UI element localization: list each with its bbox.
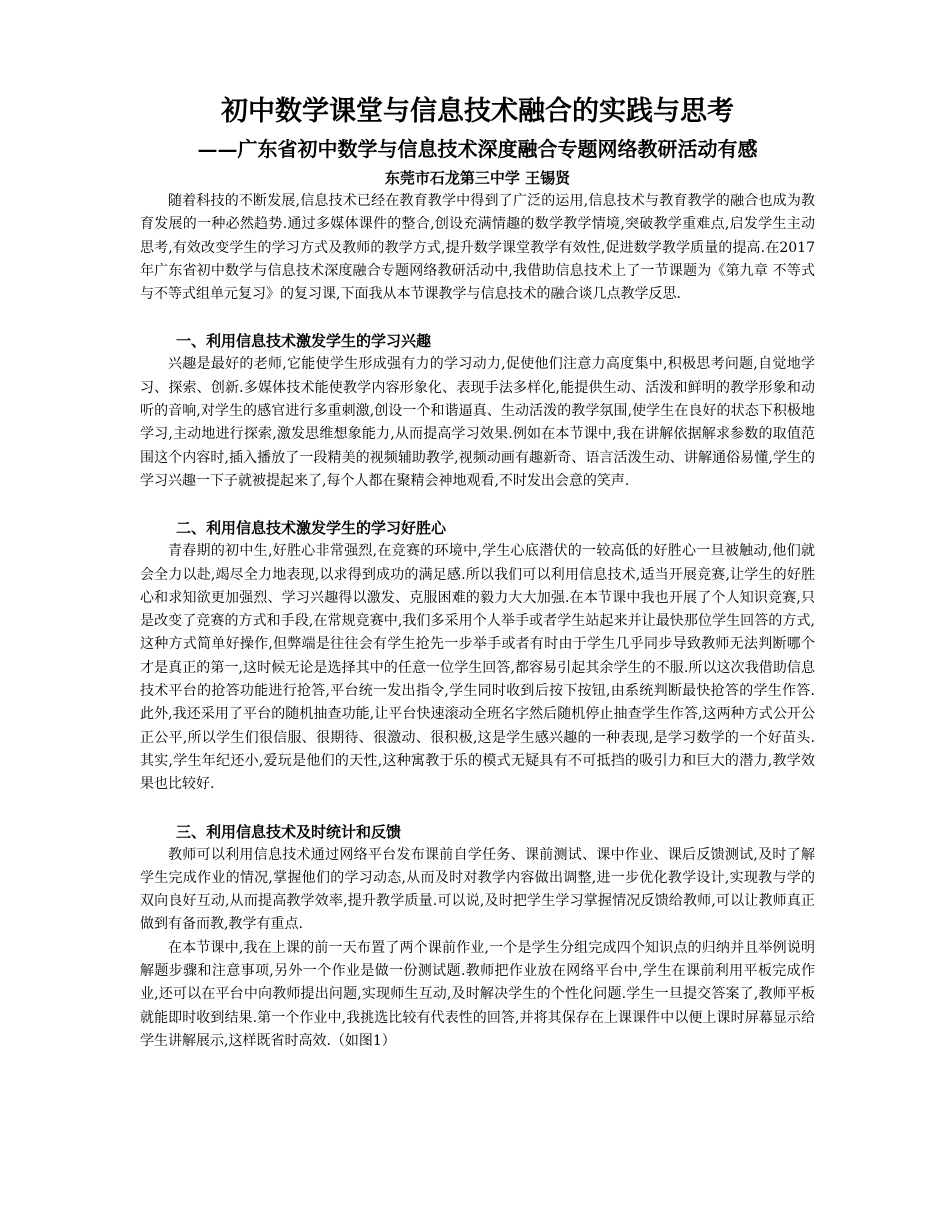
section-paragraph: 兴趣是最好的老师,它能使学生形成强有力的学习动力,促使他们注意力高度集中,积极思考问题,自觉地学习、探索、创新.多媒体技术能使教学内容形象化、表现手法多样化,能提供生动、活泼和鲜明的教学形象和动听的音响,对学生的感官进行多重刺激,创设一个和谐逼真、生动活泼的教学氛围,使学生在良好的状态下积极地学习,主动地进行探索,激发思维想象能力,从而提高学习效果.例如在本节课中,我在讲解依据解求参数的取值范围这个内容时,插入播放了一段精美的视频辅助教学,视频动画有趣新奇、语言活泼生动、讲解通俗易懂,学生的学习兴趣一下子就被提起来了,每个人都在聚精会神地观看,不时发出会意的笑声.: [140, 356, 815, 489]
document-title: 初中数学课堂与信息技术融合的实践与思考: [221, 96, 734, 127]
intro-paragraph: 随着科技的不断发展,信息技术已经在教育教学中得到了广泛的运用,信息技术与教育教学的融合也成为教育发展的一种必然趋势.通过多媒体课件的整合,创设充满情趣的数学教学情境,突破教学重难点,启发学生主动思考,有效改变学生的学习方式及教师的教学方式,提升数学课堂教学有效性,促进数学教学质量的提高.在2017年广东省初中数学与信息技术深度融合专题网络教研活动中,我借助信息技术上了一节课题为《第九章 不等式与不等式组单元复习》的复习课,下面我从本节课教学与信息技术的融合谈几点教学反思.: [140, 193, 815, 303]
author-line: 东莞市石龙第三中学 王锡贤: [384, 169, 571, 187]
document-subtitle: ——广东省初中数学与信息技术深度融合专题网络教研活动有感: [197, 137, 758, 161]
section-heading: 二、利用信息技术激发学生的学习好胜心: [176, 519, 447, 538]
section-3: [140, 820, 815, 1054]
section-paragraph: 青春期的初中生,好胜心非常强烈,在竞赛的环境中,学生心底潜伏的一较高低的好胜心一旦被触动,他们就会全力以赴,竭尽全力地表现,以求得到成功的满足感.所以我们可以利用信息技术,适当开展竞赛,让学生的好胜心和求知欲更加强烈、学习兴趣得以激发、克服困难的毅力大大加强.在本节课中我也开展了个人知识竞赛,只是改变了竞赛的方式和手段,在常规竞赛中,我们多采用个人举手或者学生站起来并让最快那位学生回答的方式,这种方式简单好操作,但弊端是往往会有学生抢先一步举手或者有时由于学生几乎同步导致教师无法判断哪个才是真正的第一,这时候无论是选择其中的任意一位学生回答,都容易引起其余学生的不服.所以这次我借助信息技术平台的抢答功能进行抢答,平台统一发出指令,学生同时收到后按下按钮,由系统判断最快抢答的学生作答.此外,我还采用了平台的随机抽查功能,让平台快速滚动全班名字然后随机停止抽查学生作答,这两种方式公开公正公平,所以学生们很信服、很期待、很激动、很积极,这是学生感兴趣的一种表现,是学习数学的一个好苗头.其实,学生年纪还小,爱玩是他们的天性,这种寓教于乐的模式无疑具有不可抵挡的吸引力和巨大的潜力,教学效果也比较好.: [140, 543, 815, 793]
section-paragraph: 在本节课中,我在上课的前一天布置了两个课前作业,一个是学生分组完成四个知识点的归纳并且举例说明解题步骤和注意事项,另外一个作业是做一份测试题.教师把作业放在网络平台中,学生在课前利用平板完成作业,还可以在平台中向教师提出问题,实现师生互动,及时解决学生的个性化问题.学生一旦提交答案了,教师平板就能即时收到结果.第一个作业中,我挑选比较有代表性的回答,并将其保存在上课课件中以便上课时屏幕显示给学生讲解展示,这样既省时高效.（如图1）: [140, 939, 815, 1049]
section-2: [140, 516, 815, 796]
section-paragraph: 教师可以利用信息技术通过网络平台发布课前自学任务、课前测试、课中作业、课后反馈测试,及时了解学生完成作业的情况,掌握他们的学习动态,从而及时对教学内容做出调整,进一步优化教学设计,实现教与学的双向良好互动,从而提高教学效率,提升教学质量.可以说,及时把学生学习掌握情况反馈给教师,可以让教师真正做到有备而教,教学有重点.: [140, 846, 815, 933]
document-page: [140, 92, 815, 1053]
section-heading: 三、利用信息技术及时统计和反馈: [176, 822, 402, 841]
section-heading: 一、利用信息技术激发学生的学习兴趣: [176, 332, 432, 351]
section-1: [140, 329, 815, 493]
